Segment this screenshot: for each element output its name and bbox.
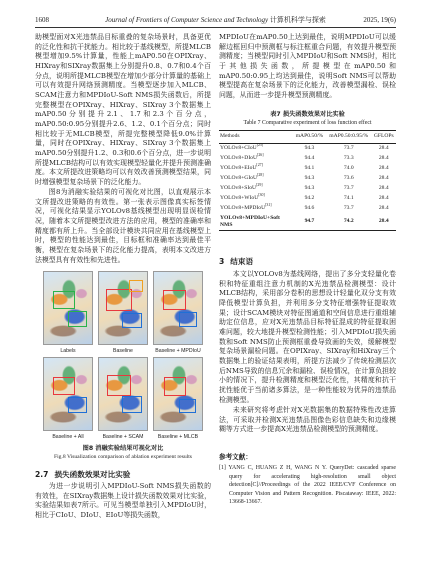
gflops-cell: 28.4: [378, 195, 389, 202]
figure-panel-labels: [43, 271, 93, 345]
citation-ref: [27]: [256, 163, 263, 168]
detection-box: [106, 289, 132, 311]
detection-box: [68, 397, 87, 413]
page-number: 1608: [35, 16, 49, 24]
body-paragraph: 未来研究将考虑针对X光数据集的数据特殊性改进算法，可采取并检测X光违禁品图像色彩信息缺失和边缘模糊等方式进一步提高X光违禁品检测模型的预测精度。: [219, 406, 396, 434]
panel-label: Labels: [60, 348, 76, 354]
gflops-cell: 28.4: [372, 213, 396, 230]
method-name: YOLOv8+EIoU: [220, 165, 257, 172]
detection-box: [129, 280, 143, 292]
citation-ref: [29]: [256, 183, 263, 188]
table-row: [219, 143, 396, 153]
column-header: mAP0.50/%: [293, 131, 326, 144]
gflops-cell: 28.4: [378, 185, 389, 192]
section-number: 2.7: [35, 470, 49, 479]
references-heading: 参考文献：: [219, 453, 252, 461]
section-heading: [35, 469, 211, 480]
method-name: YOLOv8+CIoU: [220, 145, 257, 152]
gflops-cell: 28.4: [378, 165, 389, 172]
table-caption-en: Table 7 Comparative experiment of loss function effect: [243, 120, 372, 126]
body-paragraph: 助模型面对X光违禁品目标重叠的复杂场景时，具备更优的泛化性和抗干扰能力。相比较于基线模型，所提MLCB模型增加9.5%计算量，性能上mAP0.50在OPIXray、HIXray和SIXray数据集上分别提升0.8、0.7和0.4个百分点，说明所提MLCB模型在增加少部分计算量的基础上可以有效提升网络预测精度。当模型逐步加入MLCB、SCAM注意力和MPDIoU-Soft NMS损失函数后，所提完整模型在OPIXray、HIXray、SIXray 3个数据集上mAP0.50分别提升2.1、1.7和2.3个百分点，mAP0.50:0.95分别提升2.6、1.2、0.1个百分点；同时相比较于无MLCB模型，所提完整模型降低9.0%计算量，同时在OPIXray、HIXray、SIXray 3个数据集上mAP0.50分别提升1.2、0.3和0.6个百分点，进一步说明所提MLCB结构可以有效实现模型轻量化并提升预测准确度。本文所提改进策略均可以有效改善预测模型结果，同时增强模型复杂场景下的泛化能力。: [35, 33, 211, 186]
panel-label: Baseline + MLCB: [157, 434, 199, 440]
running-header: [35, 15, 396, 26]
map50-cell: 94.7: [293, 213, 326, 230]
gflops-cell: 28.4: [378, 155, 389, 162]
map50-95-cell: 74.2: [326, 213, 372, 230]
citation-ref: [25]: [256, 143, 264, 148]
results-table: [219, 130, 396, 231]
map50-95-cell: 73.7: [343, 185, 354, 192]
method-name: YOLOv8+SIoU: [220, 185, 257, 192]
map50-cell: 94.1: [304, 165, 315, 172]
method-cell: [219, 164, 293, 174]
method-cell: [219, 213, 293, 230]
map50-cell: 94.4: [304, 155, 315, 162]
method-cell: [219, 143, 293, 153]
figure-panel-baseline: [98, 271, 148, 345]
table-7: [219, 130, 396, 231]
method-cell: [219, 203, 293, 213]
method-cell: [219, 184, 293, 194]
citation-ref: [31]: [265, 203, 272, 208]
panel-label: Baseline + MPDIoU: [155, 348, 201, 354]
detection-box: [53, 291, 75, 309]
map50-95-cell: 73.3: [343, 155, 354, 162]
detection-box: [122, 396, 142, 413]
panel-label: Baseline: [113, 348, 133, 354]
map50-95-cell: 73.7: [343, 145, 354, 152]
map50-cell: 94.3: [304, 145, 315, 152]
body-paragraph: 为进一步说明引入MPDIoU-Soft NMS损失函数的有效性，在SIXray数据集上设计损失函数效果对比实验，实验结果如表7所示。可见当模型单独引入MPDIoU时，相比于CIoU、DIoU、EIoU等损失函数，: [35, 482, 211, 519]
map50-cell: 94.2: [304, 195, 315, 202]
journal-title-en: Journal of Frontiers of Computer Science and Technology: [105, 16, 269, 24]
body-paragraph: 本文以YOLOv8为基线网络，提出了多分支轻量化卷积和特征重组注意力机制的X光违禁品检测模型：设计MLCB结构，采用部分卷积的思想设计轻量化双分支有效降低模型计算负担，并利用多分支特征增强特征提取效果；设计SCAM模块对特征图通道和空间信息进行重组辅助定位信息，应对X光违禁品目标特征混成的特征提取困难问题，较大地提升模型检测性能；引入MPDIoU损失函数和Soft NMS防止预测框重叠导致画的失效，缓解模型复杂场景漏检问题。在OPIXray、SIXray和HiXray三个数据集上的验证结果表明，所提方法减少了传统检测层次后NMS导致的信息冗余和漏检、误检情况，在计算负担较小的情况下，提升检测精度和模型泛化性，其精度和抗干扰性能优于当前诸多算法，是一种性能较为优异的违禁品检测模型。: [219, 270, 396, 404]
method-name: YOLOv8+GIoU: [220, 175, 258, 182]
method-name: YOLOv8+MPDIoU+Soft NMS: [220, 215, 280, 228]
gflops-cell: 28.4: [378, 175, 389, 182]
table-row: [219, 164, 396, 174]
panel-label: Baseline + All: [52, 434, 84, 440]
table-caption-zh: 表7 损失函数效果对比实验: [270, 111, 345, 118]
section-title: 结束语: [230, 257, 254, 266]
figure-panel-baseline-scam: [98, 357, 148, 431]
table-row: [219, 194, 396, 204]
detection-box: [179, 399, 196, 413]
section-heading: [219, 256, 396, 267]
figure-8: [35, 268, 211, 463]
citation-ref: [28]: [257, 173, 264, 178]
detection-box: [107, 375, 131, 396]
method-name: YOLOv8+WIoU: [220, 195, 259, 202]
figure-caption-en: Fig.8 Visualization comparison of ablation experiment results: [54, 454, 192, 460]
figure-caption-zh: 图8 消融实验结果可视化对比: [82, 445, 164, 452]
method-name: YOLOv8+DIoU: [220, 155, 258, 162]
detection-box: [53, 377, 75, 395]
detection-box: [164, 377, 186, 396]
journal-title-zh: 计算机科学与探索: [269, 16, 326, 24]
method-cell: [219, 154, 293, 164]
detection-box: [179, 312, 197, 327]
table-row: [219, 174, 396, 184]
detection-box: [163, 290, 186, 310]
detection-box: [68, 311, 87, 327]
column-header: Methods: [219, 131, 293, 144]
map50-95-cell: 74.1: [343, 195, 354, 202]
table-header-row: [219, 131, 396, 144]
column-header: mAP0.50:0.95/%: [326, 131, 372, 144]
detection-box: [122, 313, 142, 328]
table-row-best: [219, 213, 396, 230]
table-row: [219, 203, 396, 213]
method-cell: [219, 174, 293, 184]
map50-cell: 94.3: [304, 185, 315, 192]
map50-cell: 94.3: [304, 175, 315, 182]
map50-95-cell: 73.7: [343, 205, 354, 212]
journal-title: [35, 15, 396, 26]
panel-label: Baseline + SCAM: [102, 434, 144, 440]
table-row: [219, 184, 396, 194]
citation-ref: [30]: [258, 193, 265, 198]
section-title: 损失函数效果对比实验: [54, 470, 131, 479]
header-rule: [35, 27, 396, 28]
method-name: YOLOv8+MPDIoU: [220, 205, 266, 212]
body-paragraph: 图8为消融实验结果的可视化对比图，以直观展示本文所提改进策略的有效性。第一张表示图像真实标签情况，可视化结果显示YOLOv8基线模型出现明显误检情况，随着本文所提模型改进方法的应用，模型的准确率和精度都有所上升。当全部设计模块共同应用在基线模型上时，模型的性能达到最佳，目标框和准确率达到最佳平衡，模型在复杂场景下的泛化能力提高，表明本文改进方法模型具有有效性和先进性。: [35, 188, 211, 264]
body-paragraph: MPDIoU在mAP0.50上达到最佳，说明MPDIoU可以缓解边框回归中预测框与标注框重合问题，有效提升模型预测精度；当模型同时引入MPDIoU和Soft NMS时，相比于其他损失函数，所提模型在mAP0.50和mAP0.50:0.95上均达到最佳，说明Soft NMS可以帮助模型提高在复杂场景下的泛化能力，改善模型漏检、误检问题，从而进一步提升模型预测精度。: [219, 33, 396, 99]
map50-cell: 94.6: [304, 205, 315, 212]
gflops-cell: 28.4: [378, 205, 389, 212]
section-number: 3: [219, 257, 225, 266]
gflops-cell: 28.4: [378, 145, 389, 152]
figure-panel-baseline-all: [43, 357, 93, 431]
figure-panel-baseline-mlcb: [153, 357, 203, 431]
method-cell: [219, 194, 293, 204]
column-header: GFLOPs: [372, 131, 396, 144]
figure-panel-baseline-mpdiou: [153, 271, 203, 345]
reference-entry: [1] YANG C, HUANG Z H, WANG N Y. QueryDet: cascaded sparse query for accelerating high-resolution small object detection[C]//Proceedings of the 2022 IEEE/CVF Conference on Computer Vision and Pattern Recognition. Piscataway: IEEE, 2022: 13668-13667.: [219, 465, 396, 506]
table-row: [219, 154, 396, 164]
map50-95-cell: 73.6: [343, 175, 354, 182]
citation-ref: [26]: [257, 153, 264, 158]
map50-95-cell: 74.0: [343, 165, 354, 172]
issue-info: 2025, 19(6): [363, 16, 396, 24]
